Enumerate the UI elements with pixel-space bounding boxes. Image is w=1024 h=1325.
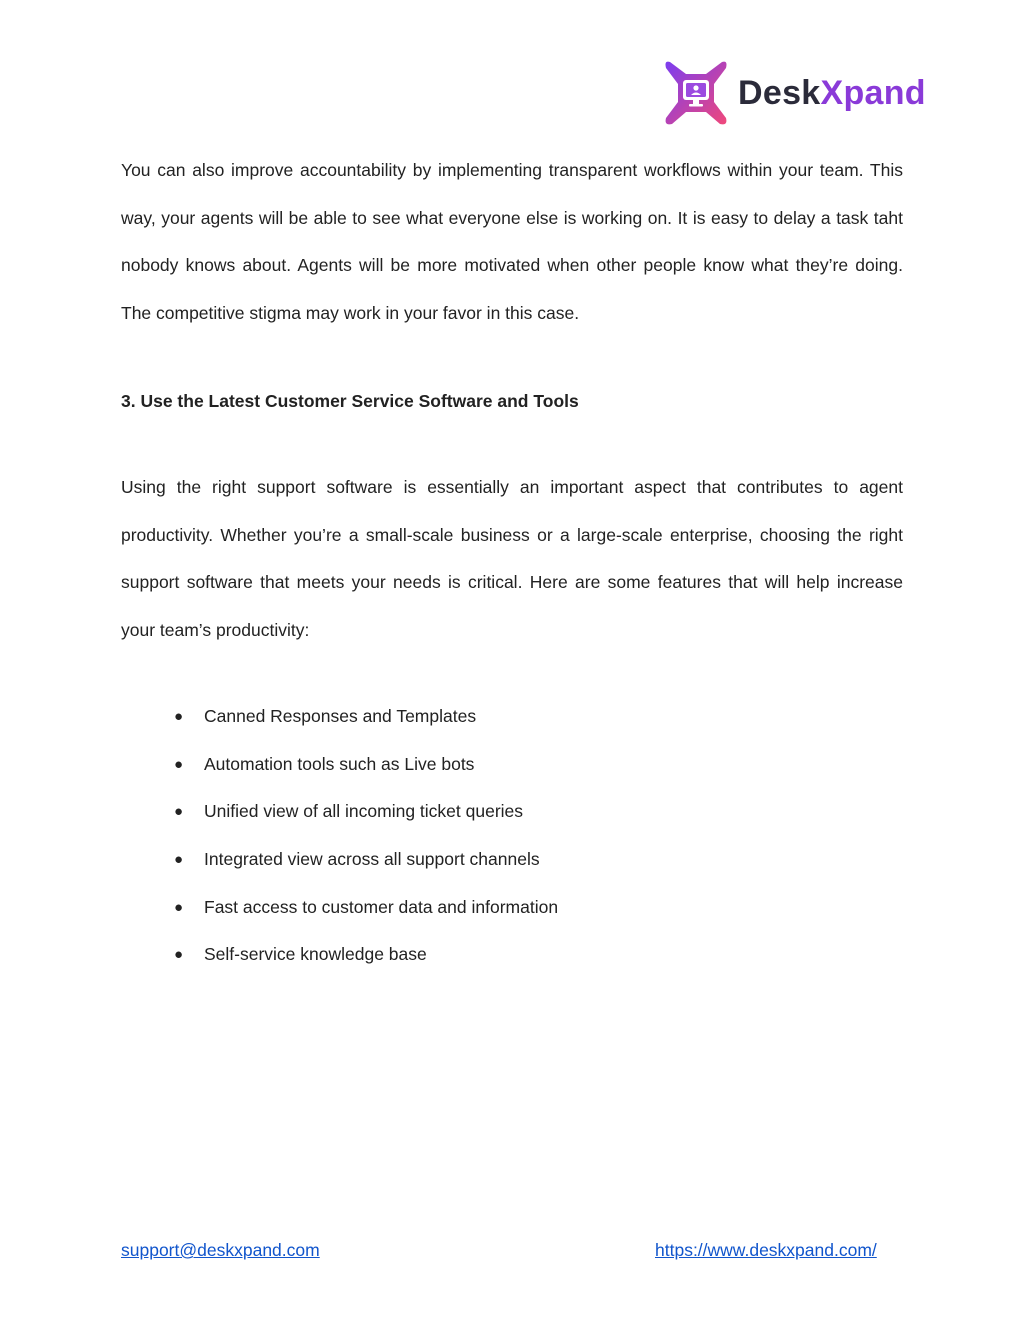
list-item-text: Automation tools such as Live bots — [204, 753, 475, 774]
list-item-text: Canned Responses and Templates — [204, 706, 477, 726]
paragraph-support-software: Using the right support software is essentially an important aspect that contributes to agent productivity. Whether you’re a small-scale business or a large-scale enterprise, choosing the right support software that meets your needs is critical. Here are some features that will help increase your team’s productivity: — [121, 477, 903, 641]
bullet-icon: ● — [174, 803, 184, 821]
brand-wordmark — [738, 76, 926, 110]
list-item — [121, 931, 903, 979]
section-heading: 3. Use the Latest Customer Service Software and Tools — [121, 391, 579, 411]
bullet-icon: ● — [174, 851, 184, 869]
list-item — [121, 693, 903, 741]
paragraph-accountability: You can also improve accountability by implementing transparent workflows within your team. This way, your agents will be able to see what everyone else is working on. It is easy to delay a task taht nobody knows about. Agents will be more motivated when other people know what they’re doing. The competitive stigma may work in your favor in this case. — [121, 160, 903, 324]
list-item-text: Unified view of all incoming ticket queries — [204, 801, 524, 822]
list-item — [121, 788, 903, 836]
list-item — [121, 884, 903, 932]
bullet-icon: ● — [174, 946, 184, 964]
list-item-text: Fast access to customer data and information — [204, 896, 559, 917]
monitor-x-icon — [664, 60, 728, 126]
bullet-icon: ● — [174, 708, 184, 725]
list-item — [121, 836, 903, 884]
list-item-text: Self-service knowledge base — [204, 944, 427, 965]
brand-wordmark-xpand: Xpand — [820, 74, 926, 112]
list-item — [121, 741, 903, 789]
footer-website-link[interactable]: https://www.deskxpand.com/ — [655, 1240, 877, 1260]
feature-list — [121, 693, 903, 979]
brand-wordmark-desk: Desk — [738, 74, 821, 112]
brand-logo — [664, 60, 926, 126]
bullet-icon: ● — [174, 898, 184, 916]
list-item-text: Integrated view across all support channels — [204, 849, 540, 870]
footer-email-link[interactable]: support@deskxpand.com — [121, 1240, 320, 1260]
bullet-icon: ● — [174, 755, 184, 773]
